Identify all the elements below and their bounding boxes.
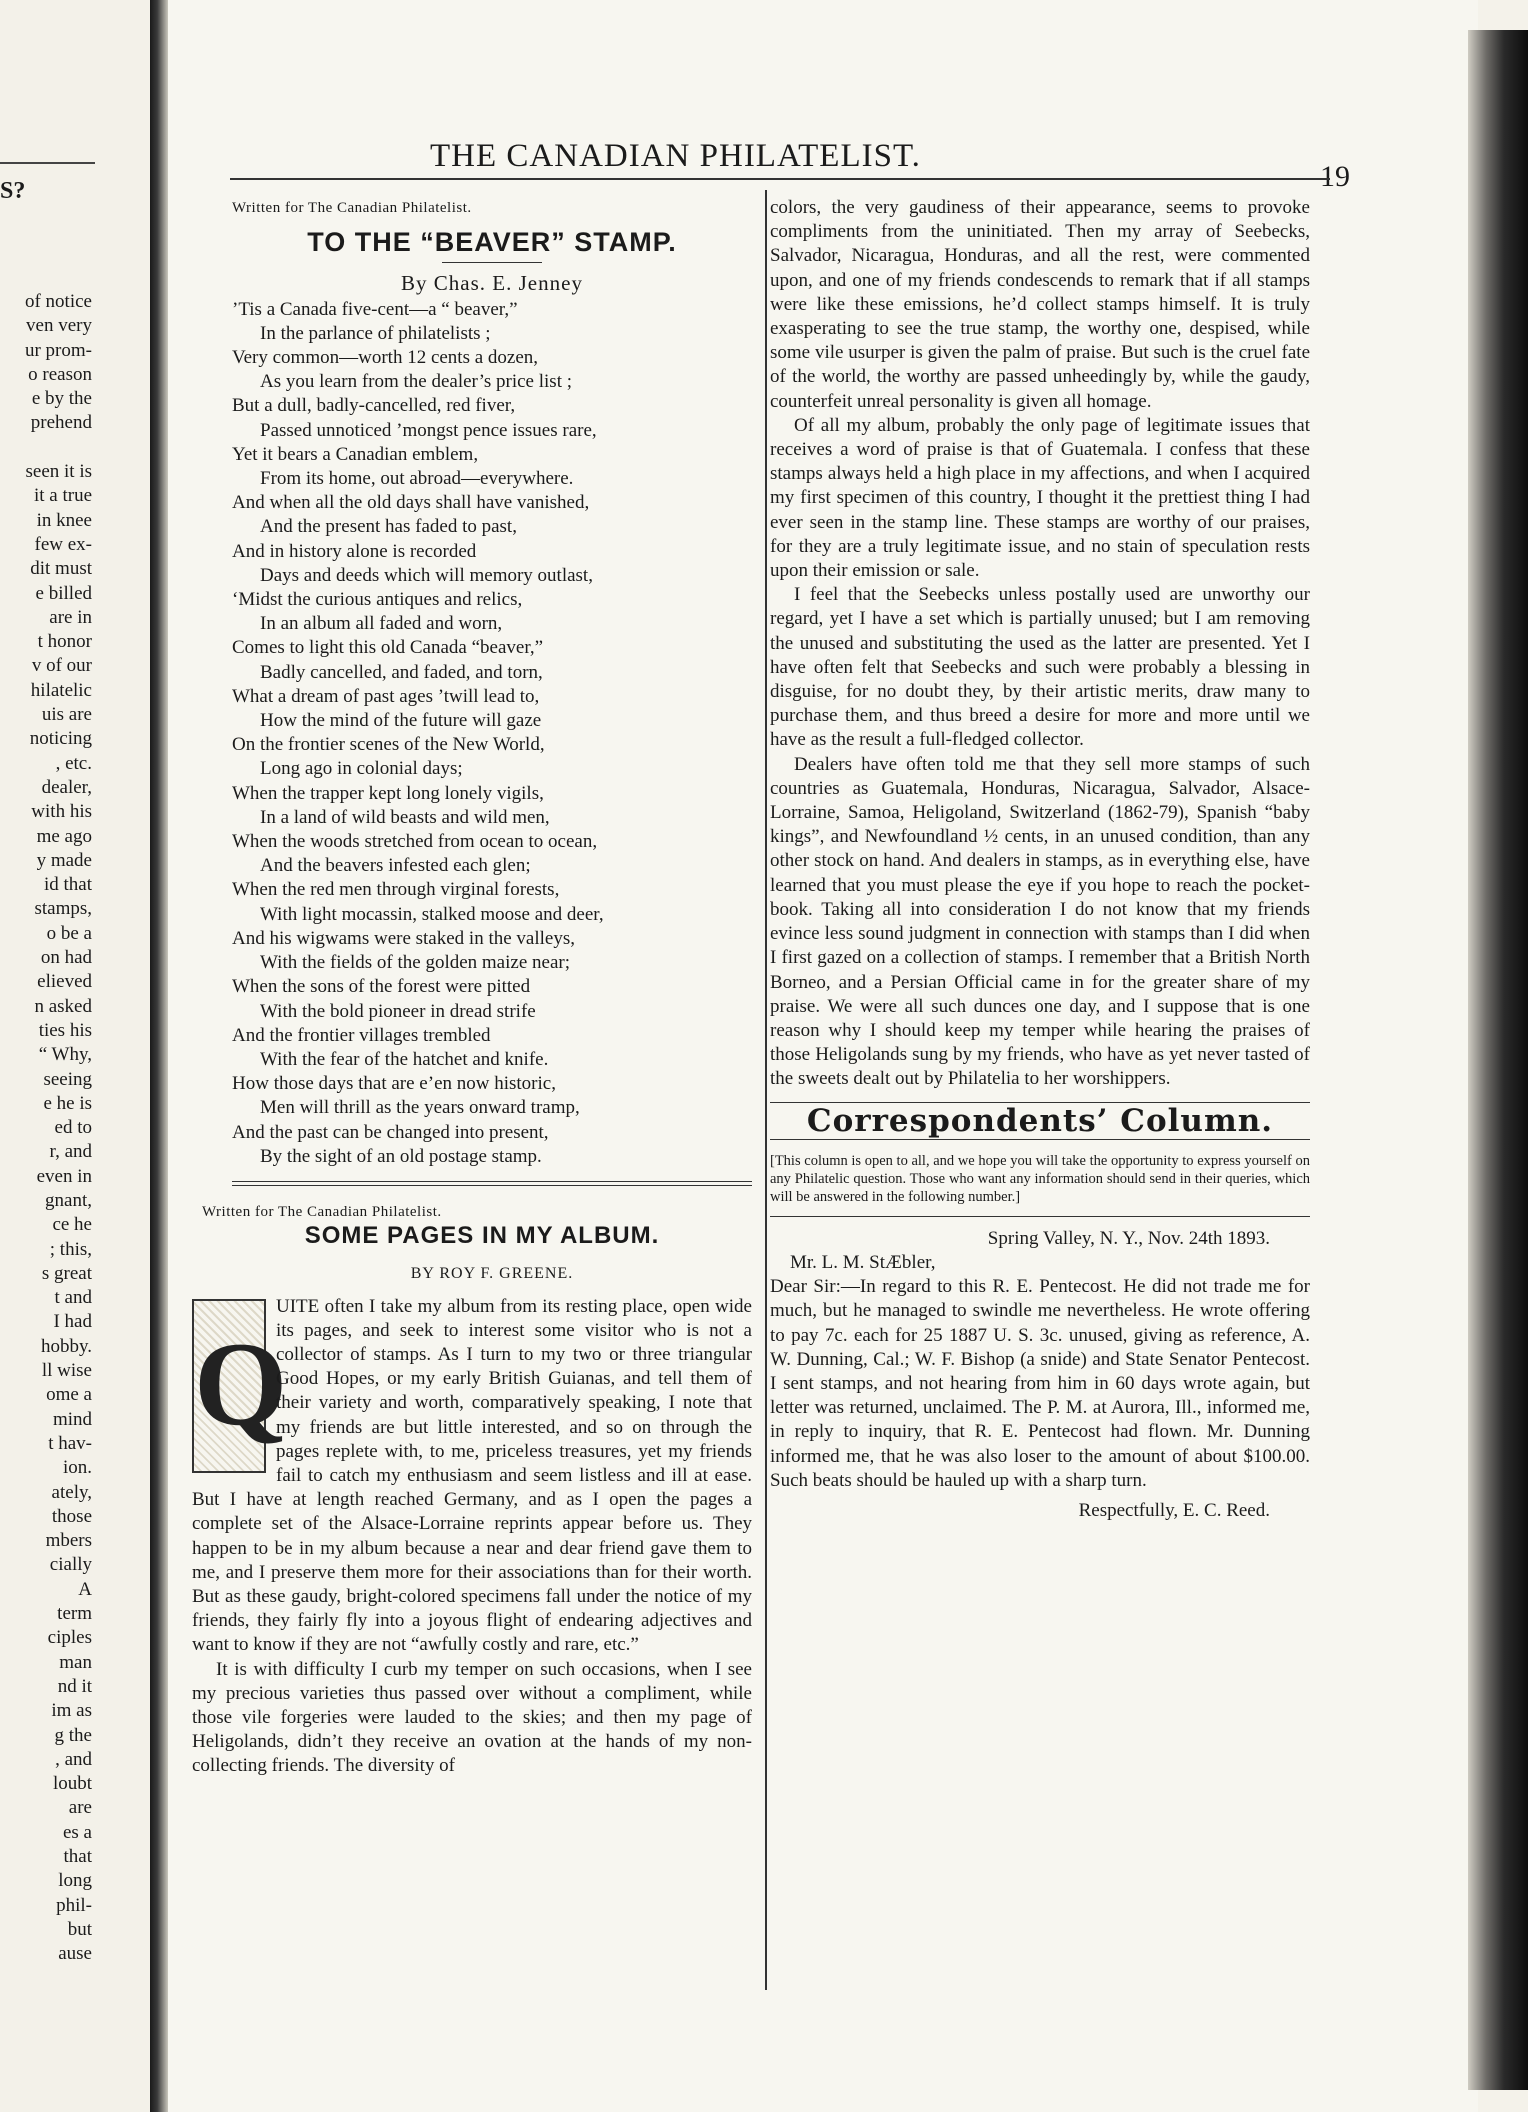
page-number: 19 [1320,160,1350,193]
album-continued-paragraph: Dealers have often told me that they sell more stamps of such countries as Guatemala, Honduras, Nicaragua, Salvador, Alsace-Lorraine, Samoa, Heligoland, Switzerland (1862-79), Spanish “baby kings”, and Newfoundland ½ cents, in an unused condition, than any other stock on hand. And dealers in stamps, as in everything else, have learned that you must please the eye if you hope to reach the pocket-book. Taking all into consideration I do not know that my friends evince less sound judgment in connection with stamps than I did when I first gazed on a collection of stamps. I remember that a British North Borneo, and a Persian Official came in for the greater share of my praise. We were all such dunces one day, and I suppose that is one reason why I should keep my temper while hearing the praises of those Heligolands sung by my friends, who have as yet never tasted of the sweets dealt out by Philatelia to her worshippers. [770,753,1310,1090]
poem-line: When the red men through virginal forests, [232,879,560,901]
previous-page-line: stamps, [34,898,92,920]
poem-line: Very common—worth 12 cents a dozen, [232,347,539,369]
poem-line: And when all the old days shall have vanished, [232,492,590,514]
previous-page-line: “ Why, [38,1044,92,1066]
previous-page-line: of notice [24,291,92,312]
poem-body [232,298,752,1169]
drop-cap-letter: Q [192,1299,266,1473]
previous-page-line: o be a [46,922,92,944]
album-paragraph-2: It is with difficulty I curb my temper on such occasions, when I see my precious varieties thus passed over without a compliment, while those vile forgeries were lauded to the skies; and then my page of Heligolands, didn’t they receive an ovation at the hands of my non-collecting friends. The diversity of [192,1658,752,1777]
previous-page-line: ce he [52,1214,92,1236]
previous-page-line: ties his [38,1019,92,1041]
previous-page-line: are [68,1797,92,1819]
previous-page-line: t and [54,1287,92,1309]
previous-page-line: those [51,1505,92,1527]
previous-page-line: hobby. [40,1335,92,1357]
previous-page-line: nd it [57,1675,92,1697]
poem-line: In a land of wild beasts and wild men, [260,806,550,828]
album-continued-paragraph: Of all my album, probably the only page of legitimate issues that receives a word of praise is that of Guatemala. I confess that these stamps always held a high place in my affections, and when I acquired my first specimen of this country, I thought it the prettiest thing I had ever seen in the stamp line. These stamps are worthy of our praises, for they are a truly legitimate issue, and no stain of speculation rests upon their emission or sale. [770,414,1310,582]
poem-line: How the mind of the future will gaze [260,710,542,732]
previous-page-line: man [59,1651,92,1673]
previous-page-line: few ex- [34,533,92,555]
book-gutter [150,0,168,2112]
previous-page-line: term [57,1603,92,1625]
poem-line: When the woods stretched from ocean to ocean, [232,831,598,853]
previous-page-line: ome a [46,1384,92,1406]
previous-page-line: , and [55,1748,92,1770]
previous-page-line: uis are [41,704,92,726]
poem-line: By the sight of an old postage stamp. [260,1145,542,1167]
previous-page-line: loubt [52,1773,92,1795]
previous-page-line: ; this, [49,1238,92,1260]
album-paragraph-1-text: UITE often I take my album from its resting place, open wide its pages, and seek to interest some visitor who is not a collector of stamps. As I turn to my two or three triangular Good Hopes, or my early British Guianas, and tell them of their variety and worth, comparatively speaking, I note that my friends are but little interested, and so on through the pages replete with, to me, priceless treasures, yet my friends fail to catch my enthusiasm and seem listless and ill at ease. But I have at length reached Germany, and as I open the pages a complete set of the Alsace-Lorraine reprints appear before us. They happen to be in my album because a near and dear friend gave them to me, and I preserve them more for their associations than for their worth. But as these gaudy, bright-colored specimens fall under the notice of my friends, they fairly fly into a joyous flight of endearing adjectives and want to know if they are not “awfully costly and rare, etc.” [192,1295,752,1656]
poem-line: As you learn from the dealer’s price list ; [260,371,572,393]
previous-page-line: dit must [30,558,92,580]
previous-page-line: id that [43,874,92,896]
right-column [770,196,1310,1523]
poem-line: And the beavers infested each glen; [260,855,531,877]
letter-signoff: Respectfully, E. C. Reed. [1078,1499,1270,1521]
poem-line: From its home, out abroad—everywhere. [260,468,574,490]
previous-page-line: prehend [30,412,92,434]
correspondents-title: Correspondents’ Column. [806,1102,1274,1139]
previous-page-line: elieved [37,971,92,993]
album-continued-paragraph: colors, the very gaudiness of their appearance, seems to provoke compliments from the uninitiated. Then my array of Seebecks, Salvador, Nicaragua, Honduras, and all the rest, were commented upon, and one of my friends condescends to remark that if all stamps were like these emissions, he’d collect stamps himself. It is truly exasperating to see the true stamp, the worthy one, despised, while some vile usurper is given the palm of praise. But such is the cruel fate of the world, the worthy are passed unheedingly by, while the gaudy, counterfeit unreal personality is given all homage. [770,197,1310,412]
previous-page-line: phil- [56,1894,92,1916]
poem-byline: By Chas. E. Jenney [401,271,583,296]
previous-page-line: in knee [36,509,92,531]
poem-title-rule [442,262,542,263]
previous-page-line: noticing [29,728,92,750]
previous-page-line: r, and [49,1141,92,1163]
previous-page-line: e he is [43,1092,92,1114]
previous-page-line: ur prom- [24,339,92,361]
previous-page-line: s great [41,1262,92,1284]
poem-line: In an album all faded and worn, [260,613,503,635]
poem-line: And his wigwams were staked in the valleys, [232,927,575,949]
previous-page-line: mbers [45,1530,92,1552]
letter-addressee: Mr. L. M. StÆbler, [790,1251,936,1273]
previous-page-line: e by the [31,388,92,410]
previous-page-line: seen it is [25,461,92,483]
previous-page-line: n asked [34,995,92,1017]
previous-page-line: me ago [36,825,92,847]
previous-page-line: ven very [26,315,92,337]
previous-page-line: with his [31,801,92,823]
poem-line: When the sons of the forest were pitted [232,976,531,998]
previous-page-line: it a true [33,485,92,507]
album-continued-paragraph: I feel that the Seebecks unless postally used are unworthy our regard, yet I have a set which is partially unused; but I am removing the unused and substituting the used as the latter are presented. Yet I have often felt that Seebecks and such were probably a blessing in disguise, for no doubt they, by their artistic merits, draw many to purchase them, and thus breed a desire for more and more until we have as the result a full-fledged collector. [770,584,1310,751]
poem-line: When the trapper kept long lonely vigils, [232,782,544,804]
poem-line: With the fear of the hatchet and knife. [260,1048,549,1070]
previous-page-line [0,436,92,460]
previous-page-line: o reason [28,363,92,385]
previous-page-line: ause [58,1943,92,1965]
poem-line: How those days that are e’en now historic, [232,1073,556,1095]
previous-page-fragment [0,0,150,2112]
column-divider [765,190,767,1990]
previous-page-rule [0,162,95,164]
poem-line: Men will thrill as the years onward tramp, [260,1097,580,1119]
letter-body: Dear Sir:—In regard to this R. E. Pentecost. He did not trade me for much, but he managed to swindle me nevertheless. He wrote offering to pay 7c. each for 25 1887 U. S. 3c. unused, giving as reference, A. W. Dunning, Cal.; W. F. Bishop (a snide) and State Senator Pentecost. I sent stamps, and not hearing from him in 60 days wrote again, but letter was returned, unclaimed. The P. M. at Aurora, Ill., informed me, in reply to inquiry, that R. E. Pentecost had flown. Mr. Dunning informed me, that he was also loser to the amount of about $100.00. Such beats should be hauled up with a sharp turn. [770,1276,1310,1491]
previous-page-line: cially [49,1554,92,1576]
poem-line: What a dream of past ages ’twill lead to, [232,685,540,707]
article-separator [232,1181,752,1182]
album-byline: BY ROY F. GREENE. [410,1265,574,1283]
poem-line: With the fields of the golden maize near; [260,952,570,974]
header-rule [230,178,1330,180]
previous-page-line: that [63,1846,92,1867]
previous-page-line: ll wise [41,1360,92,1382]
poem-line: And the present has faded to past, [260,516,517,538]
poem-line: And the frontier villages trembled [232,1024,491,1046]
poem-written-for: Written for The Canadian Philatelist. [232,200,472,216]
poem-line: Long ago in colonial days; [260,758,463,780]
poem-line: In the parlance of philatelists ; [260,322,491,344]
poem-line: ‘Midst the curious antiques and relics, [232,589,523,611]
previous-page-line: even in [36,1165,92,1187]
previous-page-line: es a [62,1821,92,1843]
previous-page-line: on had [40,947,92,969]
previous-page-line: t hav- [48,1432,92,1454]
previous-page-line: v of our [31,655,92,677]
left-column [192,196,752,1779]
previous-page-line: t honor [37,631,92,653]
poem-line: But a dull, badly-cancelled, red fiver, [232,395,516,417]
previous-page-line: seeing [43,1068,92,1090]
previous-page-line: im as [51,1700,92,1722]
poem-line: On the frontier scenes of the New World, [232,734,545,756]
poem-line: Comes to light this old Canada “beaver,” [232,637,544,659]
page-edge-shadow [1468,30,1528,2090]
previous-page-line: y made [36,849,92,871]
previous-page-line: hilatelic [30,679,92,701]
poem-line: ’Tis a Canada five-cent—a “ beaver,” [232,298,518,320]
notice-rule [770,1216,1310,1217]
previous-page-heading: S? [0,178,26,204]
previous-page-line: but [67,1918,92,1940]
album-written-for: Written for The Canadian Philatelist. [202,1203,442,1220]
poem-line: Badly cancelled, and faded, and torn, [260,661,543,683]
poem-line: With light mocassin, stalked moose and deer, [260,903,604,925]
poem-line: Passed unnoticed ’mongst pence issues rare, [260,419,597,441]
previous-page-line: A [78,1578,92,1600]
previous-page-line: ed to [54,1117,92,1139]
previous-page-line: dealer, [41,776,92,798]
previous-page-line: g the [54,1724,92,1746]
album-paragraph-1 [192,1295,752,1658]
previous-page-line: mind [52,1408,92,1430]
album-continued-text [770,196,1310,1092]
poem-title: TO THE “BEAVER” STAMP. [307,227,677,258]
previous-page-line: ion. [62,1457,92,1479]
running-header: THE CANADIAN PHILATELIST. [430,138,921,174]
correspondents-notice: [This column is open to all, and we hope you will take the opportunity to express yourself on any Philatelic question. Those who want any information should send in their queries, which will be answered in the following number.] [770,1152,1310,1205]
previous-page-line: I had [53,1311,92,1333]
previous-page-line: e billed [35,582,92,604]
poem-line: Days and deeds which will memory outlast, [260,564,593,586]
previous-page-text [0,290,92,1966]
previous-page-line: gnant, [45,1189,92,1211]
correspondents-title-rule [770,1139,1310,1140]
poem-line: Yet it bears a Canadian emblem, [232,443,479,465]
previous-page-line: long [58,1870,92,1892]
poem-line: With the bold pioneer in dread strife [260,1000,536,1022]
album-title: SOME PAGES IN MY ALBUM. [304,1222,660,1250]
article-separator-double [232,1185,752,1186]
poem-line: And in history alone is recorded [232,540,477,562]
previous-page-line: are in [49,606,92,628]
previous-page-line: ately, [51,1481,92,1503]
previous-page-line: ciples [47,1627,92,1649]
previous-page-line: , etc. [55,752,92,774]
letter-dateline: Spring Valley, N. Y., Nov. 24th 1893. [987,1227,1270,1249]
poem-line: And the past can be changed into present, [232,1121,549,1143]
